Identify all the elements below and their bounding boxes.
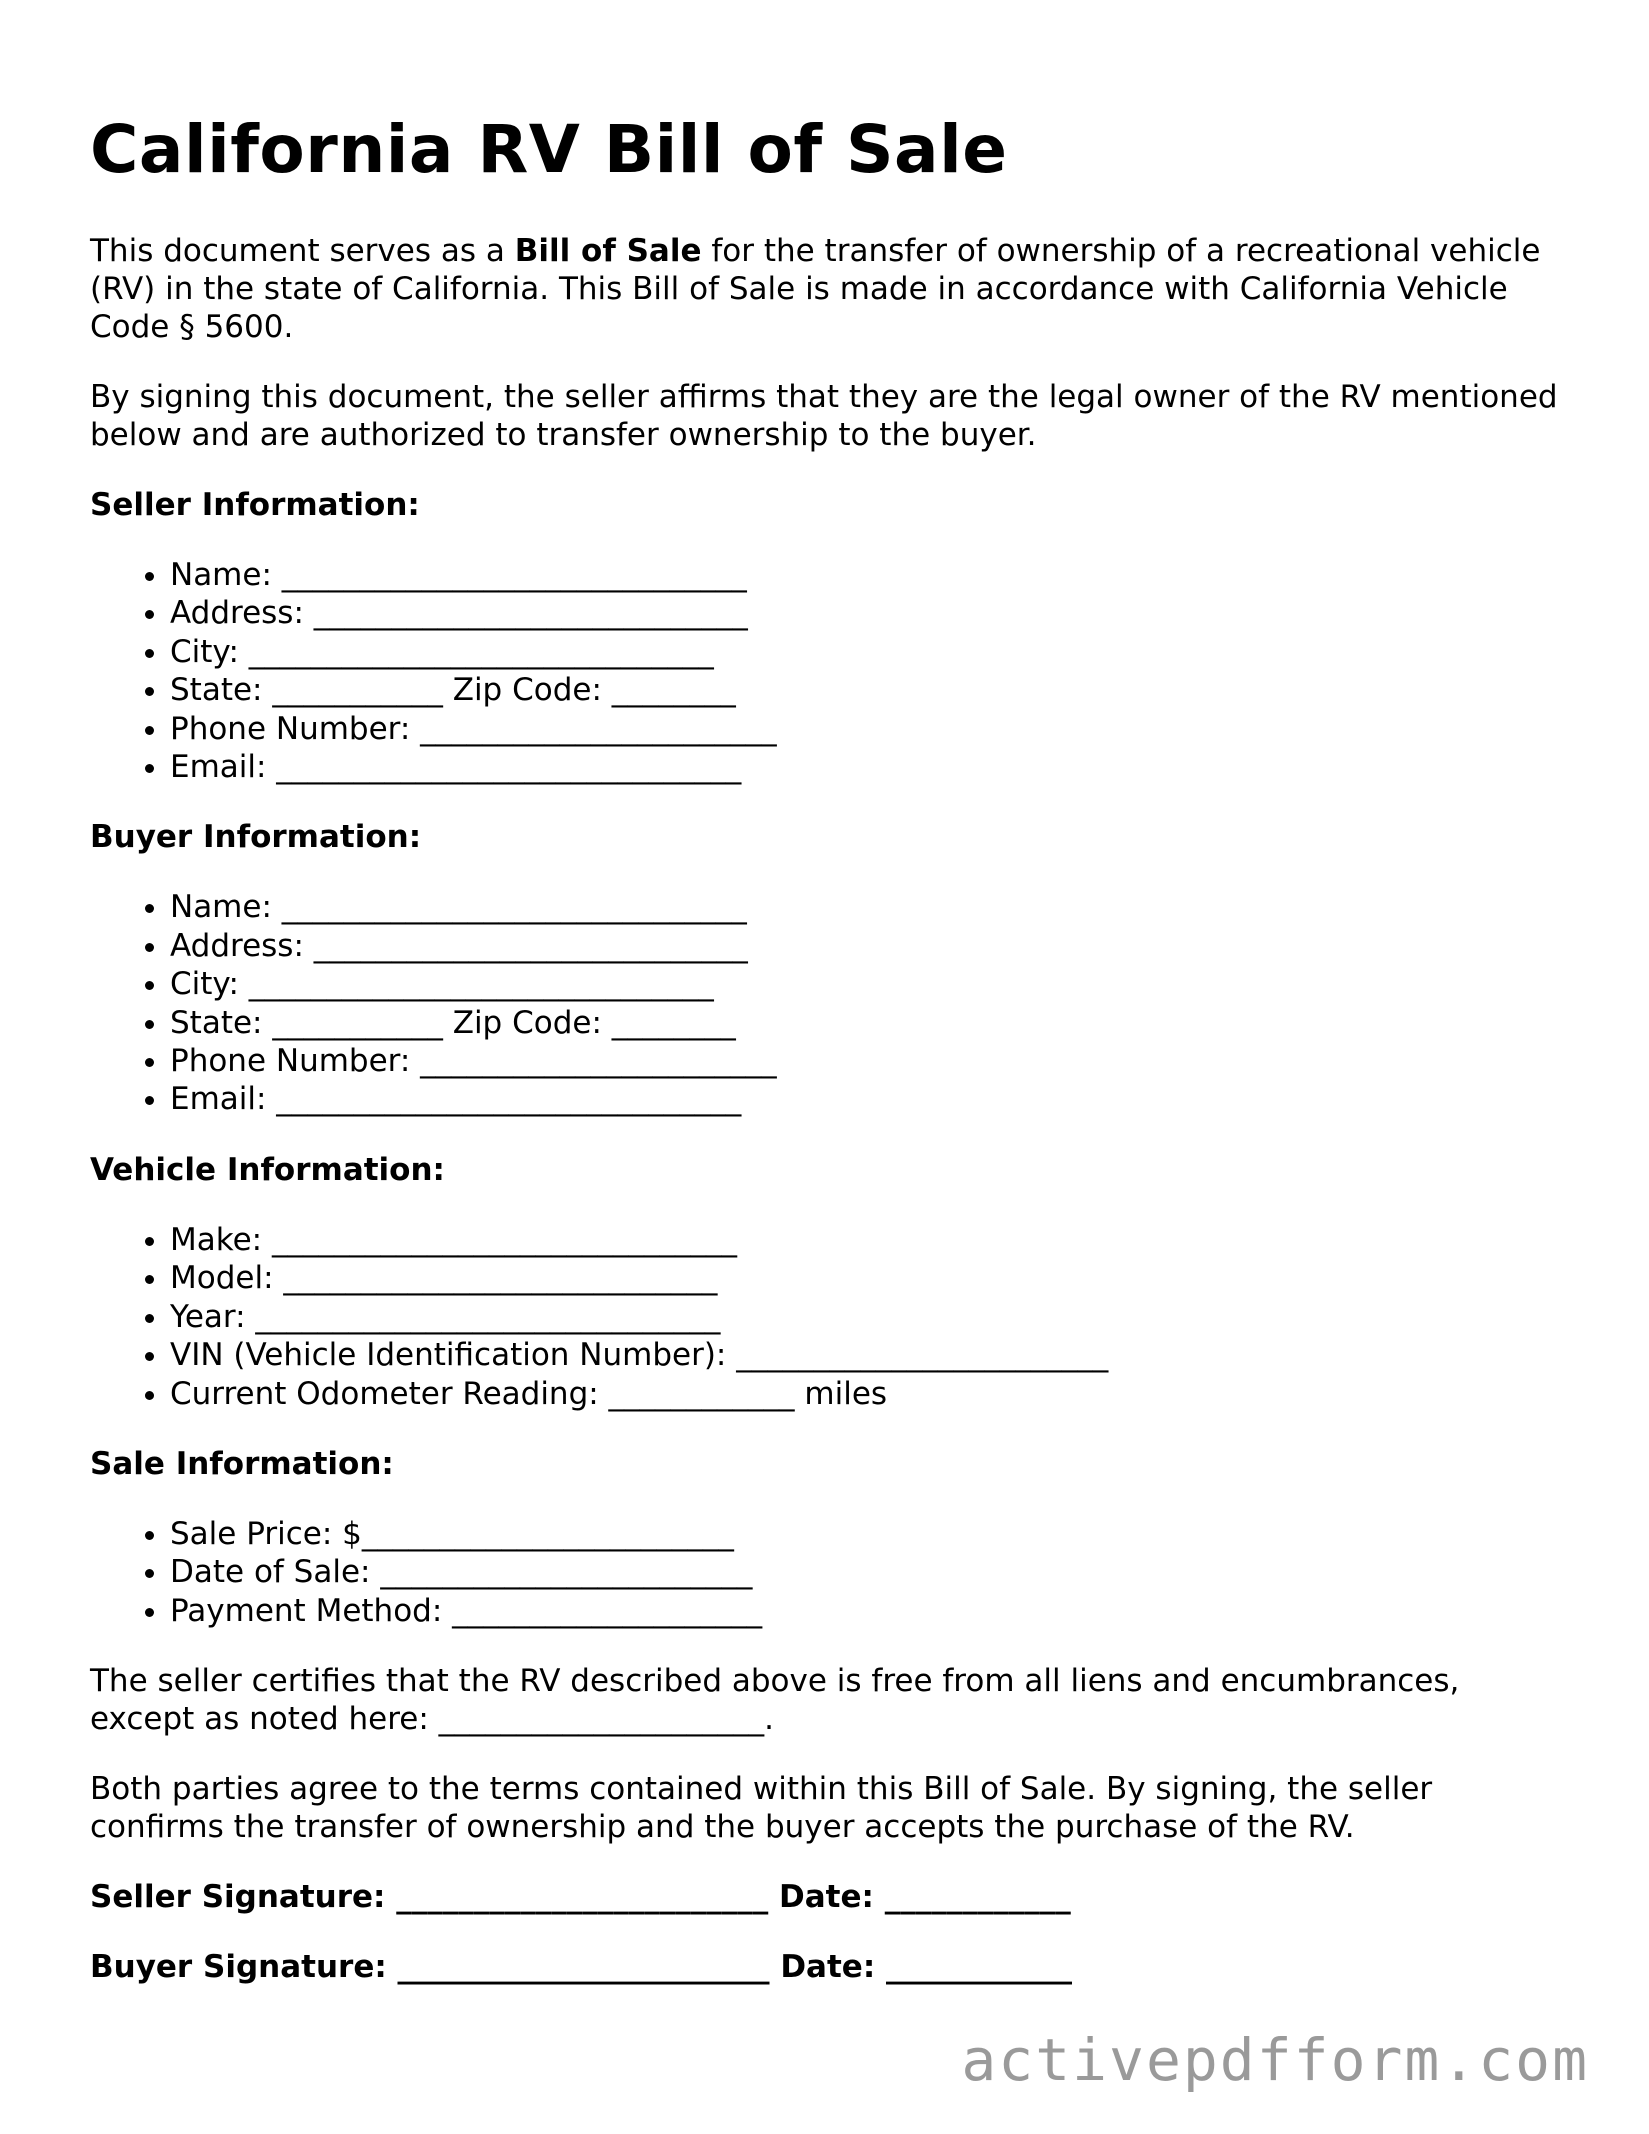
seller-info-list bbox=[90, 556, 1570, 786]
vehicle-odometer-field[interactable]: • Current Odometer Reading: ____________ miles bbox=[170, 1375, 1570, 1413]
agreement-statement: Both parties agree to the terms contained within this Bill of Sale. By signing, the seller confirms the transfer of ownership and the buyer accepts the purchase of the RV. bbox=[90, 1771, 1433, 1846]
intro-paragraph-2: By signing this document, the seller affirms that they are the legal owner of the RV mentioned below and are authorized to transfer ownership to the buyer. bbox=[90, 379, 1558, 453]
buyer-info-heading: Buyer Information: bbox=[90, 819, 422, 856]
vehicle-make-field[interactable]: • Make: ______________________________ bbox=[170, 1221, 1570, 1259]
vehicle-model-field[interactable]: • Model: ____________________________ bbox=[170, 1259, 1570, 1297]
seller-address-field[interactable]: • Address: ____________________________ bbox=[170, 594, 1570, 632]
intro-text-start: This document serves as a bbox=[90, 233, 515, 269]
buyer-phone-field[interactable]: • Phone Number: _______________________ bbox=[170, 1042, 1570, 1080]
sale-price-field[interactable]: • Sale Price: $________________________ bbox=[170, 1515, 1570, 1553]
seller-email-field[interactable]: • Email: ______________________________ bbox=[170, 748, 1570, 786]
intro-bold-term: Bill of Sale bbox=[514, 233, 702, 269]
seller-state-zip-field[interactable]: • State: ___________ Zip Code: ________ bbox=[170, 671, 1570, 709]
seller-info-heading: Seller Information: bbox=[90, 487, 420, 523]
sale-info-heading: Sale Information: bbox=[90, 1445, 394, 1482]
intro-text-end: for the transfer of ownership of a recreational vehicle (RV) in the state of California. This Bill of Sale is made in accordance with California Vehicle Code § 5600. bbox=[90, 233, 1541, 345]
payment-method-field[interactable]: • Payment Method: ____________________ bbox=[170, 1592, 1570, 1630]
vehicle-vin-field[interactable]: • VIN (Vehicle Identification Number): ________________________ bbox=[170, 1336, 1570, 1374]
seller-signature-line[interactable]: Seller Signature: ________________________ Date: ____________ bbox=[90, 1879, 1071, 1916]
document-page bbox=[90, 110, 1570, 2018]
sale-info-list bbox=[90, 1515, 1570, 1630]
watermark-text: activepdfform.com bbox=[961, 2026, 1589, 2094]
buyer-email-field[interactable]: • Email: ______________________________ bbox=[170, 1080, 1570, 1118]
seller-name-field[interactable]: • Name: ______________________________ bbox=[170, 556, 1570, 594]
buyer-name-field[interactable]: • Name: ______________________________ bbox=[170, 888, 1570, 926]
vehicle-info-list bbox=[90, 1221, 1570, 1413]
vehicle-year-field[interactable]: • Year: ______________________________ bbox=[170, 1298, 1570, 1336]
buyer-address-field[interactable]: • Address: ____________________________ bbox=[170, 927, 1570, 965]
buyer-city-field[interactable]: • City: ______________________________ bbox=[170, 965, 1570, 1003]
seller-city-field[interactable]: • City: ______________________________ bbox=[170, 633, 1570, 671]
sale-date-field[interactable]: • Date of Sale: ________________________ bbox=[170, 1553, 1570, 1591]
liens-statement: The seller certifies that the RV described above is free from all liens and encumbrances, except as noted here: _____________________. bbox=[90, 1663, 1460, 1738]
buyer-info-list bbox=[90, 888, 1570, 1118]
buyer-state-zip-field[interactable]: • State: ___________ Zip Code: ________ bbox=[170, 1004, 1570, 1042]
vehicle-info-heading: Vehicle Information: bbox=[90, 1151, 445, 1188]
buyer-signature-line[interactable]: Buyer Signature: ________________________ Date: ____________ bbox=[90, 1949, 1073, 1986]
intro-paragraph-1 bbox=[90, 232, 1570, 346]
document-title: California RV Bill of Sale bbox=[90, 111, 1008, 188]
seller-phone-field[interactable]: • Phone Number: _______________________ bbox=[170, 710, 1570, 748]
